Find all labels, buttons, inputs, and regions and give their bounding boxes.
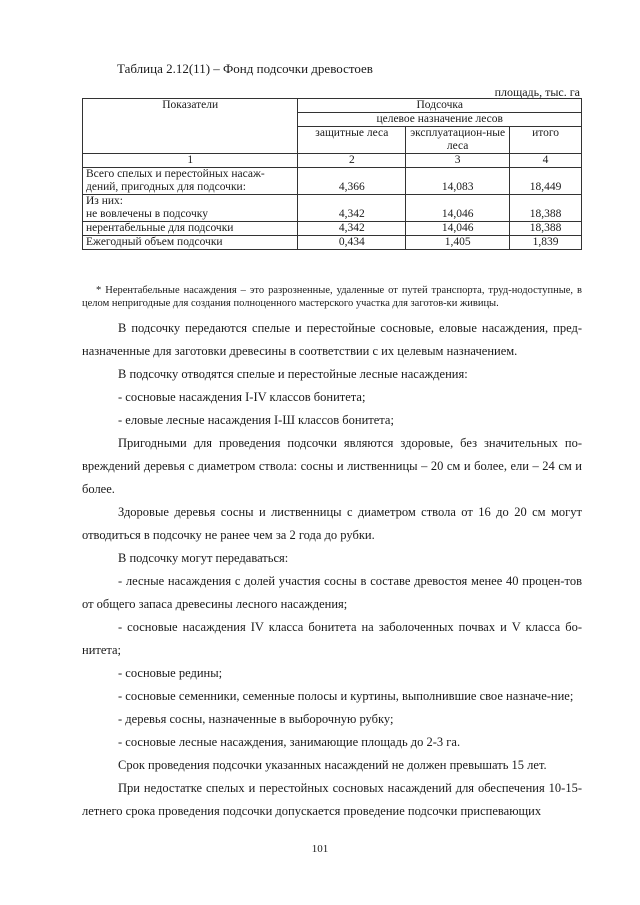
table-footnote: * Нерентабельные насаждения – это разрозненные, удаленные от путей транспорта, труд-нодоступные, в целом непригодные для создания полноценного мастерского участка для заготов-ки живицы.	[82, 285, 582, 309]
table-number-row	[83, 154, 582, 168]
paragraph: При недостатке спелых и перестойных сосновых насаждений для обеспечения 10-15-летнего срока проведения подсочки допускается проведение подсочки приспевающих	[82, 781, 582, 818]
table-caption: Таблица 2.12(11) – Фонд подсочки древостоев	[117, 61, 373, 76]
paragraph: Срок проведения подсочки указанных насаждений не должен превышать 15 лет.	[118, 758, 547, 772]
table-row	[83, 236, 582, 250]
number-cell: 4	[510, 154, 582, 168]
number-cell: 2	[298, 154, 406, 168]
row-value: 14,046	[406, 195, 510, 222]
row-label: нерентабельные для подсочки	[83, 222, 298, 236]
header-col3: эксплуатацион-ные леса	[406, 127, 510, 154]
row-value: 18,388	[510, 195, 582, 222]
row-value: 4,342	[298, 195, 406, 222]
paragraph: Здоровые деревья сосны и лиственницы с диаметром ствола от 16 до 20 см могут отводиться в подсочку не ранее чем за 2 года до рубки.	[82, 505, 582, 542]
row-value: 14,083	[406, 168, 510, 195]
header-indicators: Показатели	[83, 99, 298, 154]
paragraph: - сосновые лесные насаждения, занимающие площадь до 2-3 га.	[118, 735, 461, 749]
paragraph: В подсочку передаются спелые и перестойные сосновые, еловые насаждения, пред-назначенные для заготовки древесины в соответствии с их целевым назначением.	[82, 321, 582, 358]
paragraph: - сосновые насаждения I-IV классов бонитета;	[118, 390, 366, 404]
header-col2: защитные леса	[298, 127, 406, 154]
paragraph: Пригодными для проведения подсочки являются здоровые, без значительных по-вреждений деревья с диаметром ствола: сосны и лиственницы – 20 см и более, ели – 24 см и более.	[82, 436, 582, 496]
row-value: 4,366	[298, 168, 406, 195]
data-table	[82, 98, 582, 250]
table-unit: площадь, тыс. га	[494, 85, 580, 99]
paragraph: - сосновые семенники, семенные полосы и куртины, выполнившие свое назначе-ние;	[118, 689, 574, 703]
header-col4: итого	[510, 127, 582, 154]
table-row	[83, 222, 582, 236]
number-cell: 3	[406, 154, 510, 168]
row-value: 1,839	[510, 236, 582, 250]
row-label: Из них: не вовлечены в подсочку	[83, 195, 298, 222]
paragraph: - сосновые редины;	[118, 666, 223, 680]
table-row	[83, 195, 582, 222]
table-header-row	[83, 99, 582, 113]
paragraph: В подсочку отводятся спелые и перестойные лесные насаждения:	[118, 367, 468, 381]
row-label: Всего спелых и перестойных насаж-дений, пригодных для подсочки:	[83, 168, 298, 195]
paragraph: - лесные насаждения с долей участия сосны в составе древостоя менее 40 процен-тов от общего запаса древесины лесного насаждения;	[82, 574, 582, 611]
row-value: 18,449	[510, 168, 582, 195]
table-row	[83, 168, 582, 195]
body-text	[82, 317, 582, 823]
row-value: 4,342	[298, 222, 406, 236]
row-label: Ежегодный объем подсочки	[83, 236, 298, 250]
header-group: Подсочка	[298, 99, 582, 113]
row-value: 18,388	[510, 222, 582, 236]
header-subgroup: целевое назначение лесов	[298, 113, 582, 127]
paragraph: - сосновые насаждения IV класса бонитета на заболоченных почвах и V класса бо-нитета;	[82, 620, 582, 657]
row-value: 0,434	[298, 236, 406, 250]
page-number: 101	[311, 843, 329, 855]
paragraph: - деревья сосны, назначенные в выборочную рубку;	[118, 712, 394, 726]
paragraph: - еловые лесные насаждения I-Ш классов бонитета;	[118, 413, 394, 427]
row-value: 14,046	[406, 222, 510, 236]
row-value: 1,405	[406, 236, 510, 250]
number-cell: 1	[83, 154, 298, 168]
paragraph: В подсочку могут передаваться:	[118, 551, 289, 565]
